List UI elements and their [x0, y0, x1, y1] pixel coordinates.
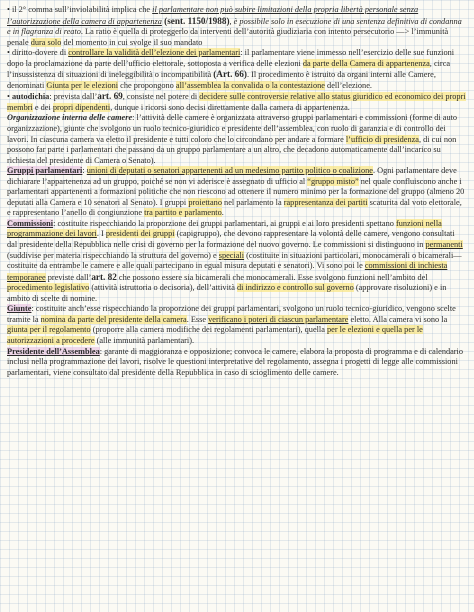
text-segment: , dunque i ricorsi sono decisi direttamente dalla camera di appartenenza. — [110, 102, 350, 112]
paragraph — [7, 91, 466, 113]
text-segment: Commissioni — [7, 218, 54, 228]
text-segment: nomina da parte del presidente della camera — [40, 314, 187, 324]
text-segment: dura solo — [30, 37, 62, 47]
text-segment: . — [221, 208, 224, 218]
text-segment: da parte della Camera di appartenenza — [302, 58, 430, 68]
text-segment: • — [7, 92, 12, 102]
text-segment: “gruppo misto” — [307, 176, 359, 186]
text-segment: • diritto-dovere di — [7, 48, 69, 58]
text-segment: tra partito e parlamento — [144, 208, 222, 218]
text-segment: unioni di deputati o senatori appartenenti ad un medesimo partito politico o coalizione — [86, 166, 373, 176]
text-segment: : garante di maggioranza e opposizione; convoca le camere, elabora la proposta di programma e di calendario inclusi nella programmazione dei lavori, risolve le questioni interpretative del regolamento, assegna i progetti di legge alle commissioni parlamentari, viene consultato dal presidente della Repubblica in caso di scioglimento delle camere. — [7, 346, 464, 377]
text-segment: , consiste nel potere di — [122, 92, 200, 102]
text-segment: : costituite anch’esse rispecchiando la proporzione dei gruppi parlamentari, svolgono un ruolo tecnico-giuridico, vengono scelte tramite la — [7, 304, 456, 324]
text-segment: permanenti — [425, 240, 463, 250]
paragraph — [7, 113, 466, 166]
paragraph — [7, 166, 466, 219]
text-segment: . La ratio è quella di proteggerlo da interventi dell’autorità giudiziaria con intento persecutorio —> l’immunità penale — [7, 27, 449, 47]
text-segment: per le elezioni e quella per le autorizzazioni a procedere — [7, 325, 423, 345]
paragraph — [7, 347, 466, 379]
text-segment: . Esse — [186, 314, 209, 324]
paragraph — [7, 219, 466, 304]
text-segment: : — [82, 166, 87, 176]
text-segment: (proporre alla camera modifiche dei regolamenti parlamentari), quella — [90, 325, 327, 335]
text-segment: (capigruppo), che devono rappresentare la volontà delle camere, vengono consultati dal presidente della Repubblica nelle crisi di governo per la formazione del nuovo governo. Le commissioni si distinguono in — [7, 229, 455, 250]
text-segment: , di cui non possono far parte i parlamentari che passano da un gruppo parlamentare a un altro, che decadono automaticamente dall’incarico su richiesta del presidente di Camera o Senato). — [7, 134, 457, 165]
text-segment: dell’elezione. — [324, 80, 372, 90]
text-segment: . Ogni parlamentare deve dichiarare l’appartenenza ad un gruppo, poiché se non vi aderisce è assegnato di ufficio al — [7, 166, 457, 186]
text-segment: giunta per il regolamento — [7, 325, 91, 335]
text-segment: verificano i poteri di ciascun parlamentare — [208, 314, 349, 324]
text-segment: art. 69 — [97, 91, 123, 102]
text-segment: (alle immunità parlamentari). — [94, 335, 195, 345]
text-segment: commissioni di inchiesta temporanee — [7, 261, 448, 282]
text-segment: di indirizzo e controllo sul governo — [236, 283, 354, 293]
paragraph — [7, 304, 466, 346]
text-segment: , circa l’insussistenza di situazioni di ineleggibilità o incompatibilità — [7, 58, 451, 80]
text-segment: Organizzazione interna delle camere — [7, 113, 133, 123]
paragraph — [7, 48, 466, 91]
text-segment: speciali — [218, 250, 245, 260]
text-segment: l’ufficio di presidenza — [345, 134, 419, 144]
text-segment: • il 2° comma sull’inviolabilità implica che — [7, 5, 153, 14]
text-segment: (suddivise per materia rispecchiando la struttura del governo) e — [7, 250, 219, 260]
text-segment: nel quale confluiscono anche i parlamentari appartenenti a formazioni politiche che non riescono ad ottenere il numero minimo per la formazione del gruppo (almeno 20 deputati alla Camera e 10 senatori al Senato). I gruppi — [7, 176, 465, 207]
text-segment: . I — [96, 229, 106, 239]
text-segment: . Il procedimento è istruito da organi interni alle Camere, denominati — [7, 70, 436, 90]
text-segment: (attività istruttoria o decisoria), dell’attività — [89, 283, 237, 293]
text-segment: eletto. Alla camera vi sono la — [348, 314, 448, 324]
text-segment: (costituite in situazioni particolari, monocamerali o bicamerali— costituite da entrambe le camere e alle quali partecipano in egual misura deputati e senatori). Vi sono poi le — [7, 250, 462, 271]
text-segment: rappresentanza dei partiti — [283, 197, 368, 207]
text-segment: nel parlamento la — [221, 197, 284, 207]
text-segment: autodichia — [11, 92, 50, 102]
text-segment: : costituite rispecchiando la proporzione dei gruppi parlamentari, ai gruppi e ai loro presidenti spettano — [53, 218, 396, 228]
text-segment: (sent. 1150/1988) — [161, 15, 230, 26]
text-segment: procedimento legislativo — [7, 283, 90, 293]
text-segment: funzioni nella — [395, 218, 442, 228]
text-segment: previste dall’ — [45, 272, 92, 282]
text-segment: art. 82 — [91, 271, 117, 282]
text-segment: all’assemblea la convalida o la contestazione — [175, 80, 325, 90]
text-segment: il parlamentare non può subire limitazioni della propria libertà personale senza l’autorizzazione della camera di appartenenza — [7, 5, 419, 26]
text-segment: proiettano — [188, 197, 222, 207]
text-segment: : l’attività delle camere è organizzata attraverso gruppi parlamentari e commissioni (forme di auto organizzazione), giunte che svolgono un ruolo tecnico-giuridico e presidente dell’assemblea, con ruolo di garanzia e di controllo dei lavori. In ciascuna camera va eletto il presidente e tutti coloro che lo circondano per andare a formare — [7, 113, 458, 144]
text-segment: presidenti dei gruppi — [105, 229, 175, 239]
text-segment: (Art. 66) — [213, 69, 247, 80]
text-segment: Giunte — [7, 304, 32, 314]
text-segment: decidere sulle controversie relative allo status giuridico ed economico dei propri membri — [7, 92, 466, 112]
text-segment: controllare la validità dell’elezione dei parlamentari — [68, 48, 241, 58]
text-segment: : prevista dall’ — [49, 92, 98, 102]
paragraph — [7, 5, 466, 48]
text-segment: scaturita dal voto elettorale, e rappresentano l’anello di congiunzione — [7, 197, 462, 218]
text-segment: del momento in cui svolge il suo mandato — [61, 37, 203, 47]
text-segment: programmazione dei lavori — [7, 229, 97, 239]
text-segment: Giunta per le elezioni — [46, 80, 119, 90]
text-segment: che propongono — [118, 80, 176, 90]
text-segment: Presidente dell’Assemblea — [7, 346, 100, 356]
text-segment: e dei — [32, 102, 53, 112]
text-segment: , è possibile solo in esecuzione di una sentenza definitiva di condanna e in flagranza di reato — [7, 16, 462, 37]
text-segment: propri dipendenti — [52, 102, 111, 112]
text-segment: : il parlamentare viene immesso nell’esercizio delle sue funzioni dopo la proclamazione da parte dell’ufficio elettorale, sottoposta a verifica delle elezioni — [7, 48, 455, 68]
text-segment: (approvare risoluzioni) e in ambito di scelte di nomine. — [7, 283, 447, 303]
text-segment: che possono essere sia bicamerali che monocamerali. Esse svolgono funzioni nell’ambito del — [116, 272, 428, 282]
text-segment: Gruppi parlamentari — [7, 166, 83, 176]
